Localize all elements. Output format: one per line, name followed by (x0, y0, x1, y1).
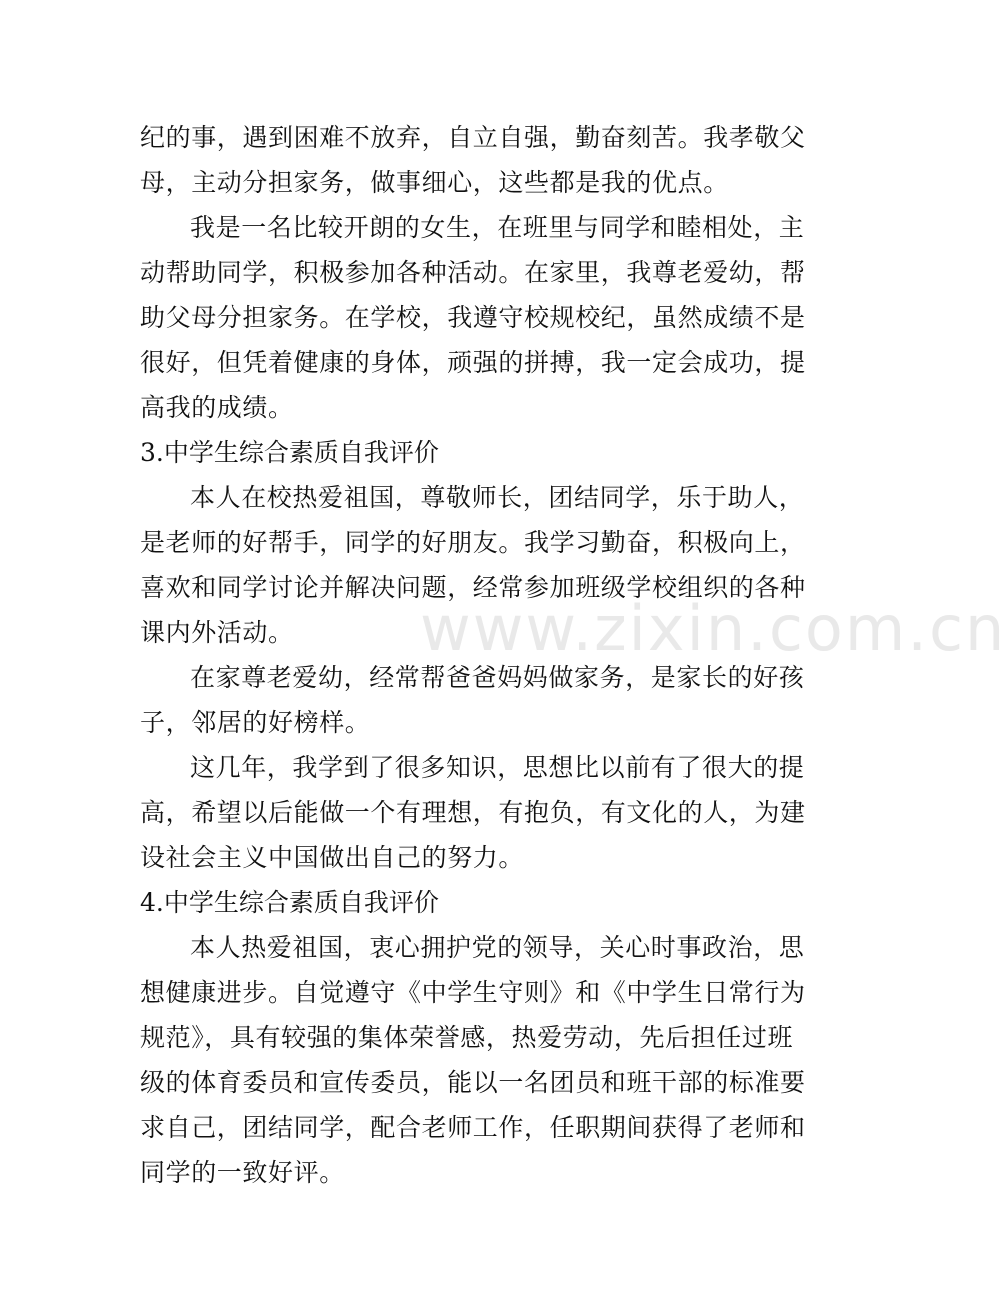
body-line: 动帮助同学，积极参加各种活动。在家里，我尊老爱幼，帮 (140, 258, 806, 287)
body-line: 助父母分担家务。在学校，我遵守校规校纪，虽然成绩不是 (140, 303, 806, 332)
paragraph-start: 在家尊老爱幼，经常帮爸爸妈妈做家务，是家长的好孩 (190, 663, 805, 692)
paragraph-start: 这几年，我学到了很多知识，思想比以前有了很大的提 (190, 753, 805, 782)
body-line: 规范》，具有较强的集体荣誉感，热爱劳动，先后担任过班 (140, 1023, 794, 1052)
body-line: 高，希望以后能做一个有理想，有抱负，有文化的人，为建 (140, 798, 806, 827)
body-line: 很好，但凭着健康的身体，顽强的拼搏，我一定会成功，提 (140, 348, 806, 377)
paragraph-start: 本人在校热爱祖国，尊敬师长，团结同学，乐于助人， (190, 483, 805, 512)
body-line: 是老师的好帮手，同学的好朋友。我学习勤奋，积极向上， (140, 528, 806, 557)
body-line: 喜欢和同学讨论并解决问题，经常参加班级学校组织的各种 (140, 573, 806, 602)
paragraph-start: 我是一名比较开朗的女生，在班里与同学和睦相处，主 (190, 213, 805, 242)
body-line: 同学的一致好评。 (140, 1158, 345, 1187)
body-line: 求自己，团结同学，配合老师工作，任职期间获得了老师和 (140, 1113, 806, 1142)
body-line: 级的体育委员和宣传委员，能以一名团员和班干部的标准要 (140, 1068, 806, 1097)
watermark: www.zixin.com.cn (420, 592, 1006, 665)
body-line: 纪的事，遇到困难不放弃，自立自强，勤奋刻苦。我孝敬父 (140, 123, 806, 152)
body-line: 课内外活动。 (140, 618, 294, 647)
body-line: 子，邻居的好榜样。 (140, 708, 371, 737)
paragraph-start: 本人热爱祖国，衷心拥护党的领导，关心时事政治，思 (190, 933, 805, 962)
document-body (140, 115, 806, 1195)
body-line: 母，主动分担家务，做事细心，这些都是我的优点。 (140, 168, 729, 197)
body-line: 想健康进步。自觉遵守《中学生守则》和《中学生日常行为 (140, 978, 806, 1007)
body-line: 设社会主义中国做出自己的努力。 (140, 843, 525, 872)
section-heading: 3.中学生综合素质自我评价 (140, 438, 439, 467)
body-line: 高我的成绩。 (140, 393, 294, 422)
section-heading: 4.中学生综合素质自我评价 (140, 888, 439, 917)
